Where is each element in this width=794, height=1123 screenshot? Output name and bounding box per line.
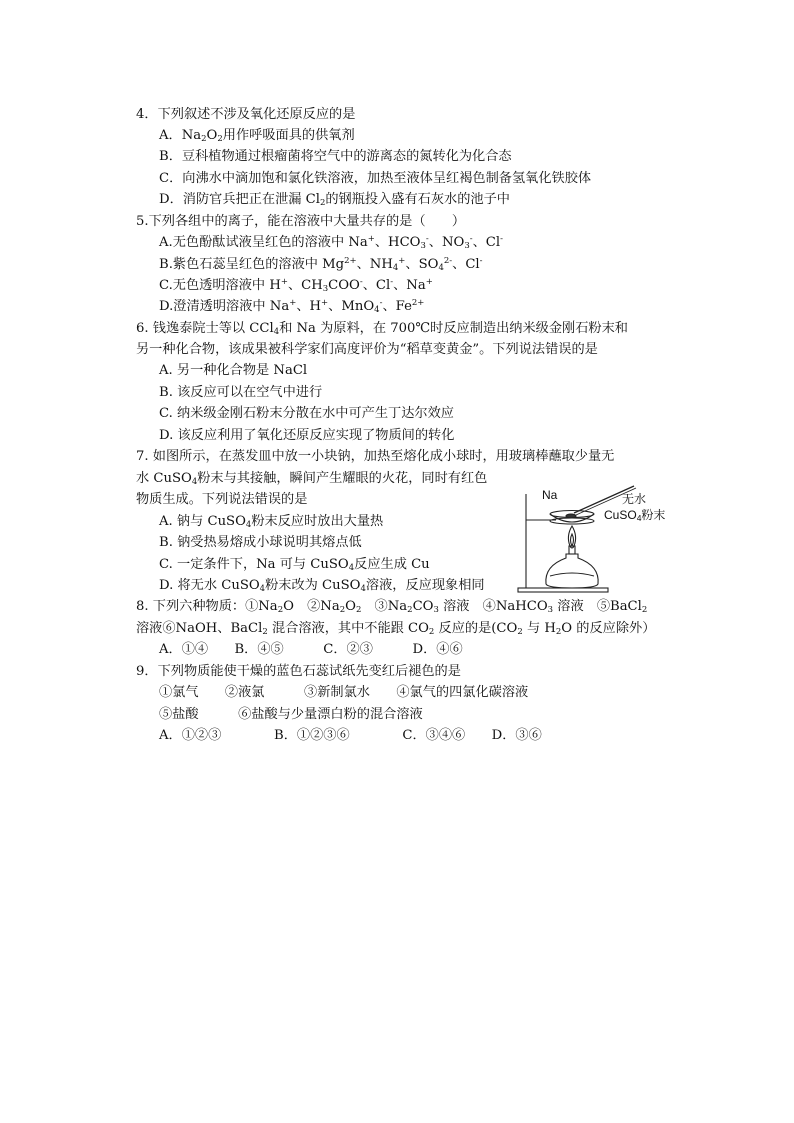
q6-option-a: A. 另一种化合物是 NaCl — [159, 363, 308, 378]
q4-option-c: C．向沸水中滴加饱和氯化铁溶液，加热至液体呈红褐色制备氢氧化铁胶体 — [159, 171, 592, 186]
q6-option-c: C. 纳米级金刚石粉末分散在水中可产生丁达尔效应 — [159, 406, 454, 421]
q4-stem: 4．下列叙述不涉及氧化还原反应的是 — [136, 107, 356, 122]
stand-base — [518, 588, 608, 592]
q7-apparatus-figure — [514, 484, 674, 596]
q9-items-row2: ⑤盐酸 ⑥盐酸与少量漂白粉的混合溶液 — [159, 707, 423, 722]
alcohol-lamp-evaporating-dish-diagram — [514, 484, 674, 596]
figure-label-cuso4-powder: CuSO$_4$粉末 — [604, 508, 666, 523]
alcohol-lamp — [546, 554, 598, 588]
q7-option-b: B. 钠受热易熔成小球说明其熔点低 — [159, 535, 362, 550]
q5-option-c: C.无色透明溶液中 H+、$CH_3COO^-$、Cl-、Na+ — [159, 277, 433, 294]
q6-stem-line1: 6. 钱逸泰院士等以 CCl$_4$和 Na 为原料，在 700℃时反应制造出纳米级金刚石粉末和 — [136, 321, 628, 337]
stand-ring — [550, 518, 594, 524]
q5-option-a: A.无色酚酞试液呈红色的溶液中 Na+、$HCO_3^-$、$NO_3^-$、Cl- — [159, 234, 503, 251]
q5-option-b: B.紫色石蕊呈红色的溶液中 $Mg^{2+}$、$NH_4^+$、$SO_4^{2-}$、Cl- — [159, 256, 483, 273]
q7-stem-line1: 7. 如图所示，在蒸发皿中放一小块钠，加热至熔化成小球时，用玻璃棒蘸取少量无 — [136, 449, 615, 464]
q7-stem-line3: 物质生成。下列说法错误的是 — [136, 492, 308, 507]
q9-stem: 9．下列物质能使干燥的蓝色石蕊试纸先变红后褪色的是 — [136, 664, 461, 679]
q9-options: A．①②③ B．①②③⑥ C．③④⑥ D．③⑥ — [159, 728, 542, 743]
q7-option-c: C. 一定条件下，Na 可与 CuSO$_4$反应生成 Cu — [159, 557, 430, 573]
q6-option-d: D. 该反应利用了氧化还原反应实现了物质间的转化 — [159, 428, 455, 443]
q5-option-d: D.澄清透明溶液中 Na+、H+、MnO$_4$-、$Fe^{2+}$ — [159, 298, 425, 315]
q4-option-a: A．$Na_2O_2$用作呼吸面具的供氧剂 — [159, 128, 355, 144]
q7-stem-line2: 水 CuSO$_4$粉末与其接触，瞬间产生耀眼的火花，同时有红色 — [136, 471, 488, 487]
figure-label-na: Na — [542, 488, 558, 502]
q4-option-b: B．豆科植物通过根瘤菌将空气中的游离态的氮转化为化合态 — [159, 149, 512, 164]
q5-stem: 5.下列各组中的离子，能在溶液中大量共存的是（ ） — [136, 214, 466, 229]
q8-stem-line2: 溶液⑥NaOH、BaCl$_2$ 混合溶液，其中不能跟 $CO_2$ 反应的是($CO_2$ 与 $H_2O$ 的反应除外） — [136, 621, 656, 637]
q9-items-row1: ①氯气 ②液氯 ③新制氯水 ④氯气的四氯化碳溶液 — [159, 685, 529, 700]
q8-options: A．①④ B．④⑤ C．②③ D．④⑥ — [159, 642, 463, 657]
q7-option-a: A. 钠与 CuSO$_4$粉末反应时放出大量热 — [159, 514, 384, 530]
sodium-ball — [566, 514, 576, 518]
q7-option-d: D. 将无水 CuSO$_4$粉末改为 CuSO$_4$溶液，反应现象相同 — [159, 578, 485, 594]
q4-option-d: D．消防官兵把正在泄漏 $Cl_2$的钢瓶投入盛有石灰水的池子中 — [159, 192, 510, 208]
q6-option-b: B. 该反应可以在空气中进行 — [159, 385, 323, 400]
figure-label-anhydrous: 无水 — [622, 492, 647, 506]
q6-stem-line2: 另一种化合物，该成果被科学家们高度评价为“稻草变黄金”。下列说法错误的是 — [136, 342, 598, 357]
q8-stem-line1: 8. 下列六种物质：$①Na_2O$ $②Na_2O_2$ $③Na_2CO_3$ 溶液 ④NaHCO$_3$ 溶液 ⑤BaCl$_2$ — [136, 599, 648, 615]
